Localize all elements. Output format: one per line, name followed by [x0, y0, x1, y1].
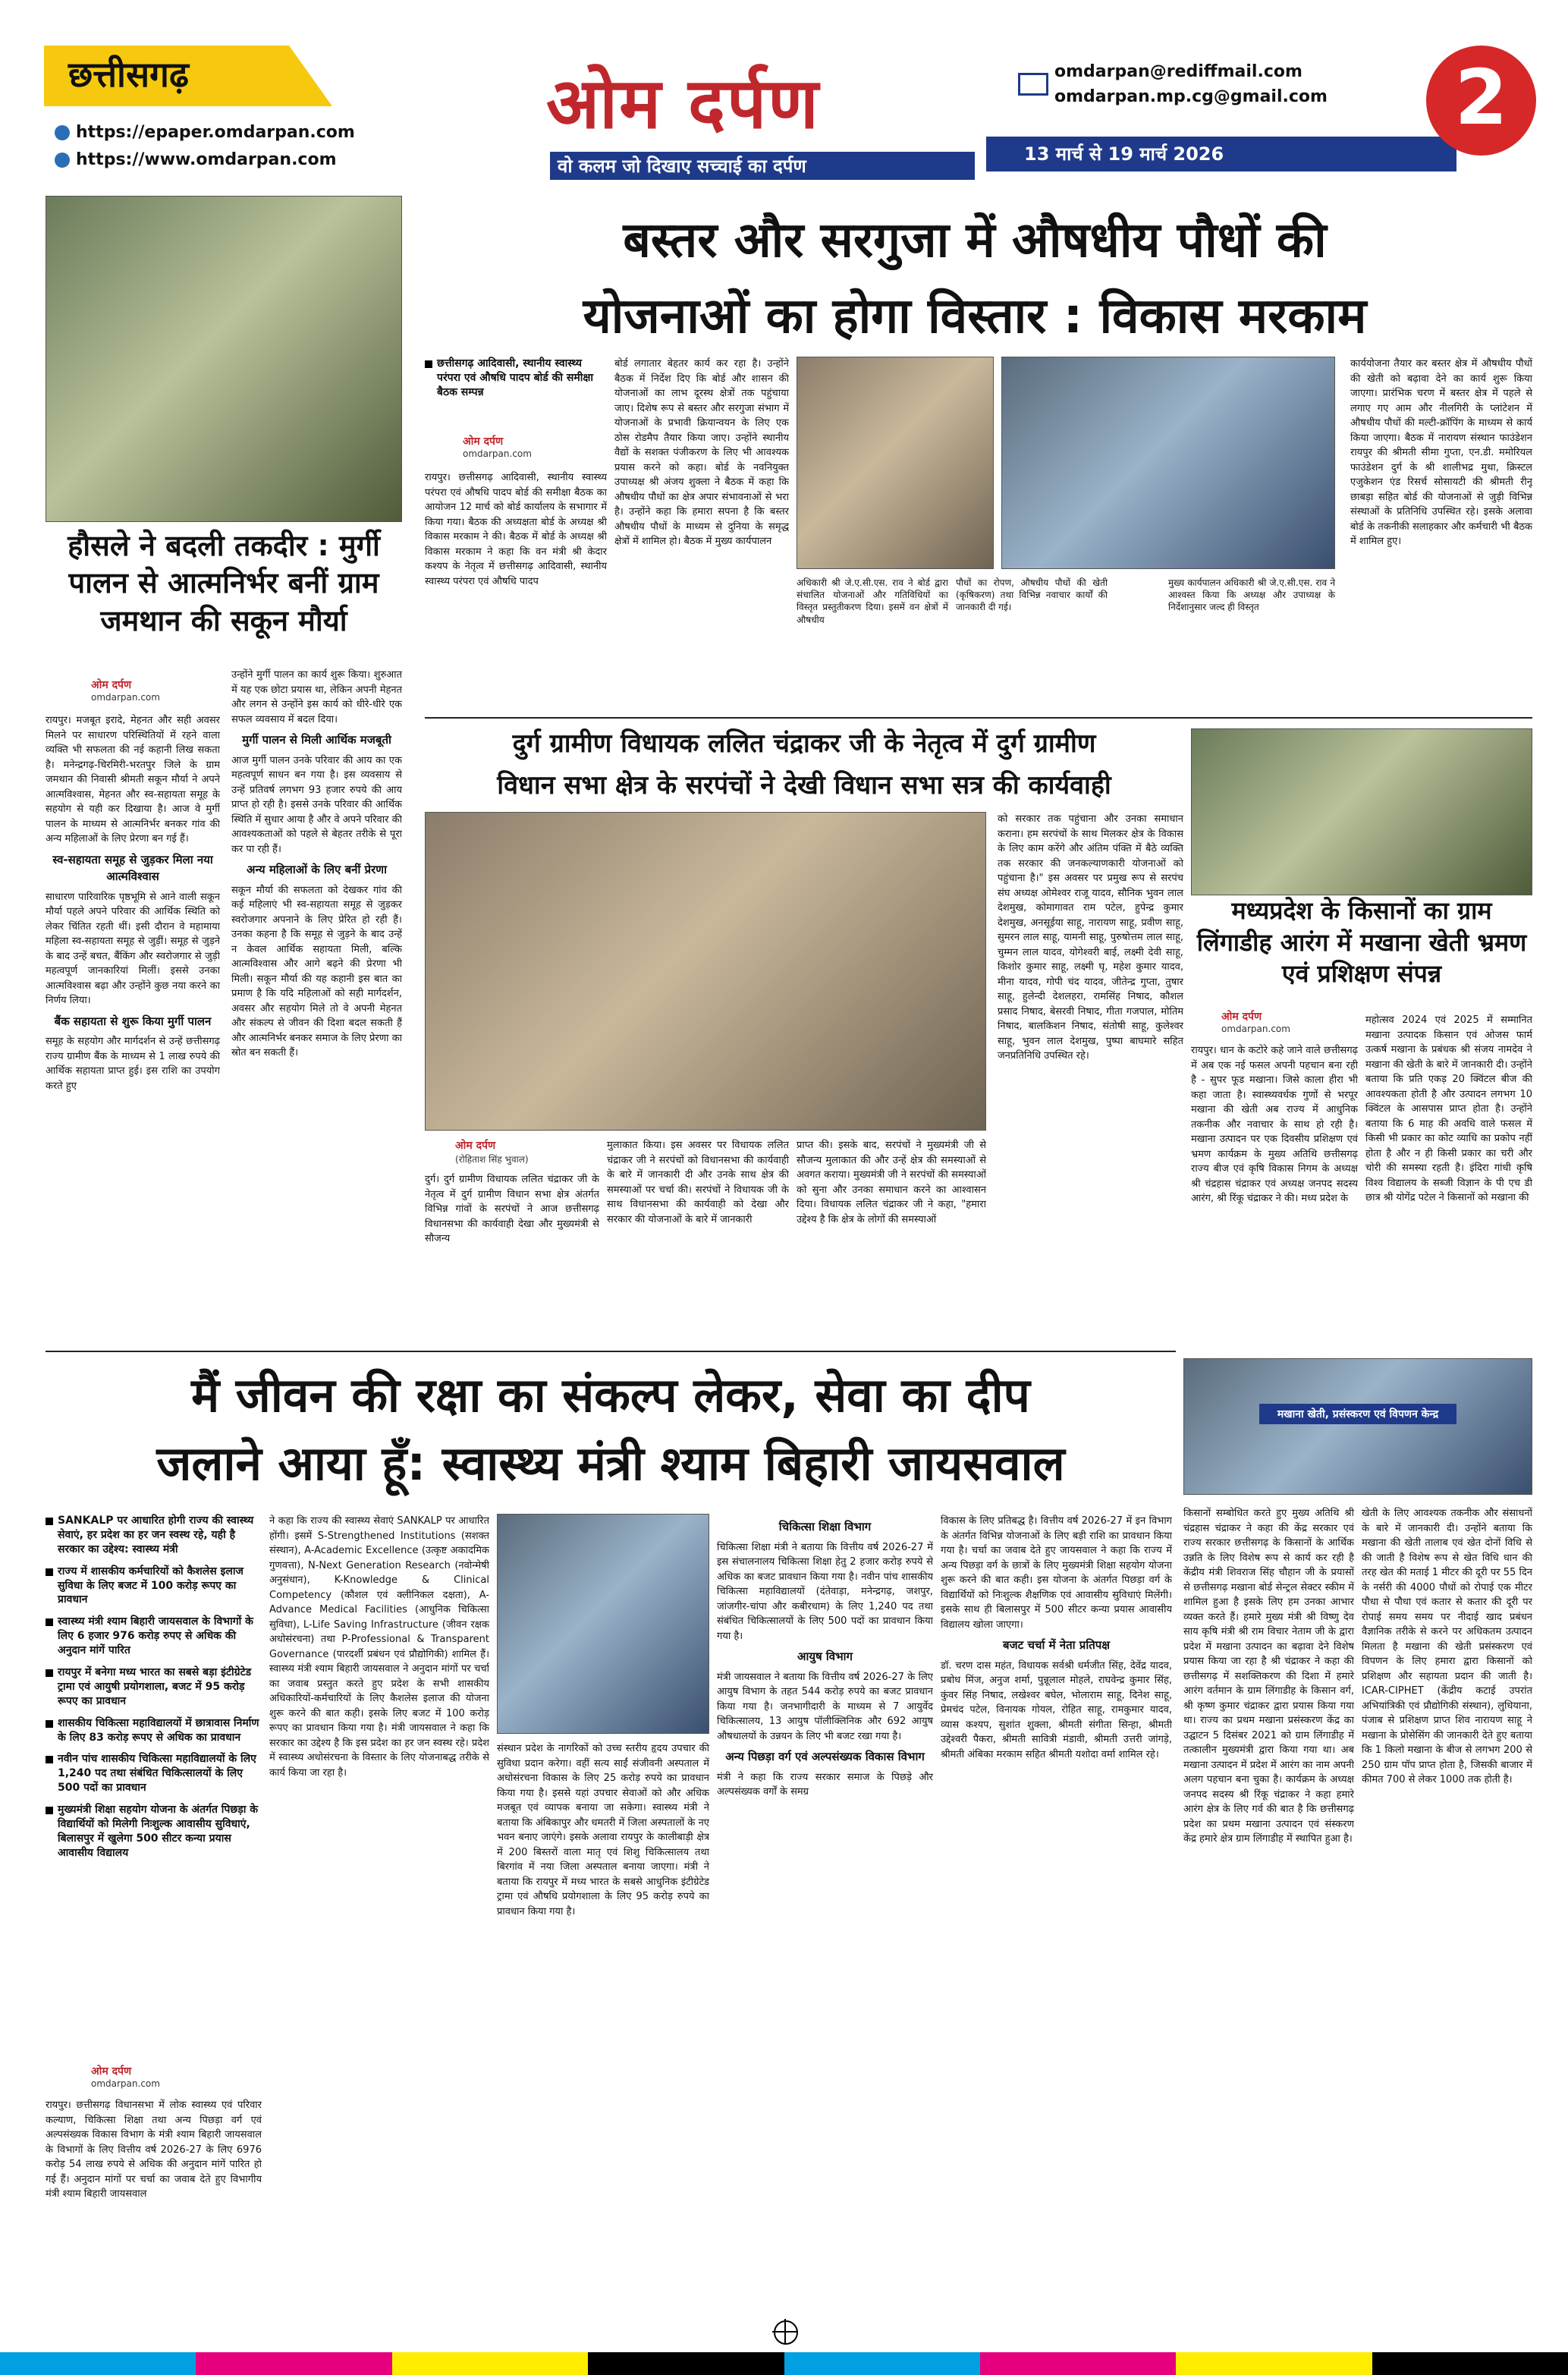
story1-text-1: रायपुर। छत्तीसगढ़ आदिवासी, स्थानीय स्वास्थ्य परंपरा एवं औषधि पादप बोर्ड की समीक्षा बैठक का आयोजन 12 मार्च को बोर्ड कार्यालय के सभागार में किया गया। बैठक की अध्यक्षता बोर्ड के अध्यक्ष श्री विकास मरकाम ने की। बैठक में बोर्ड के अध्यक्ष श्री विकास मरकाम ने कहा कि वन मंत्री श्री केदार कश्यप के नेतृत्व में छत्तीसगढ़ आदिवासी, स्थानीय स्वास्थ्य परंपरा एवं औषधि पादप — [425, 472, 607, 587]
story3-column-2 — [607, 1138, 789, 1343]
story3-text-3: प्राप्त की। इसके बाद, सरपंचों ने मुख्यमंत्री जी से सौजन्य मुलाकात की और उन्हें क्षेत्र की समस्याओं से अवगत कराया। मुख्यमंत्री जी ने सरपंचों की समस्याओं को सुना और उनका समाधान करने का आश्वासन दिया। विधायक ललित चंद्राकर जी ने कहा, "हमारा उद्देश्य है कि क्षेत्र के लोगों की समस्याओं — [797, 1140, 986, 1225]
story3-byline-name: ओम दर्पण — [455, 1140, 496, 1152]
bullet-icon — [46, 1756, 53, 1763]
divider — [425, 717, 1532, 719]
bullet-text: राज्य में शासकीय कर्मचारियों को कैशलेस इलाज सुविधा के लिए बजट में 100 करोड़ रूपए का प्रावधान — [58, 1565, 244, 1606]
story4-text-3: किसानों सम्बोधित करते हुए मुख्य अतिथि श्री चंद्रहास चंद्राकर ने कहा की केंद्र सरकार एवं राज्य सरकार छत्तीसगढ़ के किसानों के आर्थिक उन्नति के लिए विशेष रूप से कार्य कर रही है केंद्रीय मंत्री शिवराज सिंह चौहान जी के प्रयासों से छत्तीसगढ़ मखाना बोर्ड सेन्ट्रल सेक्टर स्कीम में शामिल हुआ है इसके लिए हम उनका आभार व्यक्त करते हैं। हमारे मुख्य मंत्री श्री विष्णु देव साय कृषि मंत्री श्री राम विचार नेताम जी के द्वारा प्रदेश में मखाना उत्पादन का बढ़ावा देने विशेष प्रयास किया जा रहा है श्री चंद्राकर ने कहा की छत्तीसगढ़ में सशक्तिकरण की दिशा में हमारे आरंग वर्तमान के ग्राम लिंगाडीह के किसान वर्ग, श्री कृष्ण कुमार चंद्राकर द्वारा प्रयास किया गया था। राज्य का प्रथम मखाना प्रसंस्करण केंद्र का उद्घाटन 5 दिसंबर 2021 को ग्राम लिंगाडीह में तत्कालीन मुख्यमंत्री द्वारा किया गया था। अब मखाना उत्पादन में प्रदेश में आरंग का नाम अपनी अलग पहचान बना चुका है। कार्यक्रम के अध्यक्ष जनपद सदस्य श्री रिंकू चंद्राकर ने कहा हमारे आरंग क्षेत्र के लिए गर्व की बात है कि छत्तीसगढ़ प्रदेश का प्रथम मखाना उत्पादन एवं संस्करण केंद्र हमारे क्षेत्र ग्राम लिंगाडीह में स्थापित हुआ है। — [1183, 1508, 1354, 1845]
bullet-text: रायपुर में बनेगा मध्य भारत का सबसे बड़ा इंटीग्रेटेड ट्रामा एवं आयुषी प्रयोगशाला, बजट में 95 करोड़ रूपए का प्रावधान — [58, 1666, 252, 1707]
story2-byline-name: ओम दर्पण — [91, 679, 132, 691]
bullet-icon — [46, 1518, 53, 1525]
color-bar — [0, 2352, 1568, 2375]
story1-headline-line1: बस्तर और सरगुजा में औषधीय पौधों की — [623, 212, 1327, 269]
divider — [46, 1351, 1176, 1352]
site-link[interactable] — [55, 150, 337, 169]
bullet-text: मुख्यमंत्री शिक्षा सहयोग योजना के अंतर्गत पिछड़ा के विद्यार्थियों को मिलेगी निःशुल्क आवासीय सुविधाएं, बिलासपुर में खुलेगा 500 सीटर कन्या प्रयास आवासीय विद्यालय — [58, 1804, 258, 1859]
story4-byline — [1221, 1009, 1290, 1034]
story1-column-1 — [425, 470, 607, 721]
color-swatch — [1176, 2352, 1372, 2375]
story1-headline-line2: योजनाओं का होगा विस्तार : विकास मरकाम — [583, 288, 1367, 344]
logo: ओम दर्पण — [546, 63, 820, 144]
story5-byline-sub: omdarpan.com — [91, 2078, 160, 2089]
makhana-banner-photo — [1183, 1358, 1532, 1495]
story2-text-2: उन्होंने मुर्गी पालन का कार्य शुरू किया। शुरुआत में यह एक छोटा प्रयास था, लेकिन अपनी मेहनत और लगन से उन्होंने इस कार्य को धीरे-धीरे एक सफल व्यवसाय में बदल दिया। — [231, 669, 402, 725]
crosshair-icon — [774, 2320, 798, 2345]
story5-byline-name: ओम दर्पण — [91, 2065, 132, 2078]
story5-column-3 — [497, 1741, 709, 2303]
story2-byline-sub: omdarpan.com — [91, 692, 160, 703]
masthead — [0, 0, 1568, 193]
email-primary[interactable]: omdarpan@rediffmail.com — [1054, 62, 1302, 81]
story2-text-2b: आज मुर्गी पालन उनके परिवार की आय का एक महत्वपूर्ण साधन बन गया है। इस व्यवसाय से उन्हें प्रतिवर्ष लगभग 93 हजार रुपये की आय प्राप्त हो रही है। इससे उनके परिवार की आर्थिक स्थिति में सुधार आया है और वे अपने परिवार की आवश्यकताओं को पहले से बेहतर तरीके से पूरा कर पा रही हैं। — [231, 754, 402, 855]
story2-sub-4: अन्य महिलाओं के लिए बनीं प्रेरणा — [247, 863, 387, 876]
story4-text-4: खेती के लिए आवश्यक तकनीक और संसाधनों के बारे में जानकारी दी। उन्होंने बताया कि मखाना की खेती तालाब एवं खेत दोनों विधि से की जाती है विशेष रूप से खेत विधि धान की तरह खेत की मताई 1 मीटर की दूरी पर 55 दिन के नर्सरी की 4000 पौधों को रोपाई एक मीटर पौधा से पौधा एवं कतार से कतार की दूरी पर रोपाई समय समय पर नीदाई खाद प्रबंधन वैज्ञानिक तरीके से करने पर अधिकतम उत्पादन मिलता है मखाना की खेती प्रसंस्करण एवं विपणन के लिए हमारा द्वारा किसानों को प्रशिक्षण और सहायता प्रदान की जाती है। ICAR-CIPHET (केंद्रीय कटाई उपरांत अभियांत्रिकी एवं प्रौद्योगिकी संस्थान), लुधियाना, पंजाब से प्रशिक्षण प्राप्त शिव नारायण साहू ने मखाना के प्रोसेसिंग की जानकारी देते हुए बताया कि 1 किलो मखाना के बीज से लगभग 200 से 250 ग्राम पॉप प्राप्त होता है, जिसकी बाजार में कीमत 700 से लेकर 1000 तक होती है। — [1362, 1508, 1532, 1785]
story2-sub-3: मुर्गी पालन से मिली आर्थिक मजबूती — [242, 733, 391, 747]
story5-text-5: विकास के लिए प्रतिबद्ध है। वित्तीय वर्ष 2026-27 में इन विभाग के अंतर्गत विभिन्न योजनाओं के लिए बड़ी राशि का प्रावधान किया गया है। चर्चा का जवाब देते हुए जायसवाल ने कहा कि राज्य में अन्य पिछड़ा वर्ग के छात्रों के लिए मुख्यमंत्री शिक्षा सहयोग योजना शुरू करने की बात कही। इस योजना के अंतर्गत पिछड़ा वर्ग के विद्यार्थियों को निःशुल्क शैक्षणिक एवं आवासीय सुविधाएं मिलेंगी। इसके साथ ही बिलासपुर में 500 सीटर कन्या प्रयास आवासीय विद्यालय खोला जाएगा। — [941, 1515, 1172, 1631]
story4-column-3 — [1183, 1506, 1354, 2303]
poultry-photo — [46, 196, 402, 522]
bullet-icon — [46, 1807, 53, 1814]
story4-byline-name: ओम दर्पण — [1221, 1011, 1262, 1023]
bullet-item — [46, 1666, 262, 1709]
story5-headline-line1: मैं जीवन की रक्षा का संकल्प लेकर, सेवा का दीप — [191, 1367, 1030, 1423]
story1-text-right: कार्ययोजना तैयार कर बस्तर क्षेत्र में औषधीय पौधों की खेती को बढ़ावा देने का कार्य शुरू किया जाएगा। प्रारंभिक चरण में बस्तर क्षेत्र में पहले से लगाए गए आम और नीलगिरी के प्लांटेशन में औषधीय पौधों की मल्टी-क्रॉपिंग के माध्यम से कार्य किया जाएगा। बैठक में नारायण संस्थान फाउंडेशन रायपुर की श्रीमती सीमा गुप्ता, एन.डी. ममोरियल फाउंडेशन दुर्ग के श्री शालीभद्र मुथा, क्रिस्टल एजुकेशन एंड रिसर्च सोसायटी की श्रीमती रीनू छाबड़ा सहित बोर्ड की योजनाओं से जुड़ी विभिन्न संस्थाओं के प्रतिनिधि उपस्थित रहे। इसके अलावा बोर्ड के तकनीकी सलाहकार और कर्मचारी भी बैठक में शामिल हुए। — [1350, 358, 1532, 547]
story4-column-1 — [1191, 1043, 1358, 1343]
story3-text-1: दुर्ग। दुर्ग ग्रामीण विधायक ललित चंद्राकर जी के नेतृत्व में दुर्ग ग्रामीण विधान सभा क्षेत्र अंतर्गत विभिन्न गांवों के सरपंचों ने आज छत्तीसगढ़ विधानसभा की कार्यवाही देखा और मुख्यमंत्री से सौजन्य — [425, 1174, 599, 1244]
story5-bullets — [46, 1514, 262, 1868]
bullet-item — [46, 1615, 262, 1658]
story1-highlight-text: छत्तीसगढ़ आदिवासी, स्थानीय स्वास्थ्य परंपरा एवं औषधि पादप बोर्ड की समीक्षा बैठक सम्पन्न — [437, 357, 593, 398]
meeting-photo-1 — [797, 357, 994, 569]
story5-text-4c: मंत्री ने कहा कि राज्य सरकार समाज के पिछड़े और अल्पसंख्यक वर्गों के समग्र — [717, 1771, 933, 1798]
story4-column-4 — [1362, 1506, 1532, 2303]
story5-text-5b: डॉ. चरण दास महंत, विधायक सर्वश्री धर्मजीत सिंह, देवेंद्र यादव, प्रबोध मिंज, अनुज शर्मा, पुन्नूलाल मोहले, राघवेन्द्र कुमार सिंह, कुंवर सिंह निषाद, लखेश्वर बघेल, भोलाराम साहू, दिनेश साहू, प्रेमचंद पटेल, विनायक गोयल, रोहित साहू, रामकुमार यादव, व्यास कश्यप, सुशांत शुक्ला, श्रीमती संगीता सिन्हा, श्रीमती उद्देश्वरी पैकरा, श्रीमती सावित्री मंडावी, श्रीमती उत्तरी जांगड़े, श्रीमती अंबिका मरकाम सहित श्रीमती यशोदा वर्मा शामिल रहे। — [941, 1659, 1172, 1760]
story3-column-3 — [797, 1138, 986, 1343]
story1-photo-caption-2: पौधों का रोपण, औषधीय पौधों की खेती (कृषिकरण) तथा विभिन्न नवाचार कार्यों की जानकारी दी गई। — [956, 577, 1108, 613]
story3-headline-line1: दुर्ग ग्रामीण विधायक ललित चंद्राकर जी के नेतृत्व में दुर्ग ग्रामीण — [512, 728, 1096, 759]
section-ayush: आयुष विभाग — [797, 1650, 853, 1663]
story3-byline-sub: (रोहिताश सिंह भुवाल) — [455, 1154, 529, 1165]
region-label: छत्तीसगढ़ — [68, 54, 189, 95]
story4-headline: मध्यप्रदेश के किसानों का ग्राम लिंगाडीह आरंग में मखाना खेती भ्रमण एवं प्रशिक्षण संपन्न — [1196, 896, 1527, 989]
story5-headline-line2: जलाने आया हूँ: स्वास्थ्य मंत्री श्याम बिहारी जायसवाल — [156, 1436, 1065, 1491]
bullet-item — [46, 1514, 262, 1557]
bullet-item — [46, 1803, 262, 1861]
story3-text-2: मुलाकात किया। इस अवसर पर विधायक ललित चंद्राकर जी ने सरपंचों को विधानसभा की कार्यवाही के बारे में जानकारी दी और उनके साथ क्षेत्र की समस्याओं पर चर्चा की। सरपंचों ने विधायक जी के साथ विधानसभा की कार्यवाही को देखा और सरकार की योजनाओं के बारे में जानकारी — [607, 1140, 789, 1225]
story1-photo-caption-1: अधिकारी श्री जे.ए.सी.एस. राव ने बोर्ड द्वारा संचालित योजनाओं और गतिविधियों का विस्तृत प्रस्तुतीकरण दिया। इसमें वन क्षेत्रों में औषधीय — [797, 577, 948, 625]
story1-column-2 — [614, 357, 789, 721]
email-secondary[interactable]: omdarpan.mp.cg@gmail.com — [1054, 87, 1328, 106]
email-block — [1024, 62, 1328, 106]
meeting-photo-2 — [1001, 357, 1335, 569]
section-opposition-leader: बजट चर्चा में नेता प्रतिपक्ष — [1002, 1638, 1111, 1652]
story1-byline-sub: omdarpan.com — [463, 448, 532, 459]
section-medical-education: चिकित्सा शिक्षा विभाग — [778, 1520, 872, 1534]
story5-byline — [91, 2064, 160, 2089]
story2-byline — [91, 678, 243, 703]
story5-column-4 — [717, 1514, 933, 2303]
bullet-text: शासकीय चिकित्सा महाविद्यालयों में छात्रावास निर्माण के लिए 83 करोड़ रूपए से अधिक का प्रावधान — [58, 1716, 259, 1744]
story2-text-1b: साधारण पारिवारिक पृष्ठभूमि से आने वाली सकून मौर्या पहले अपने परिवार की आर्थिक स्थिति को लेकर चिंतित रहती थीं। इसी दौरान वे महामाया महिला स्व-सहायता समूह से जुड़ीं। समूह से जुड़ने के बाद उन्हें बचत, बैंकिंग और स्वरोजगार से जुड़ी महत्वपूर्ण जानकारियां मिलीं। इससे उनका आत्मविश्वास बढ़ा और उन्होंने कुछ नया करने का निर्णय लिया। — [46, 891, 220, 1006]
mail-icon — [1018, 73, 1048, 96]
bullet-icon — [46, 1720, 53, 1728]
story1-highlight — [425, 357, 607, 400]
story3-column-1 — [425, 1172, 599, 1343]
registration-mark — [774, 2320, 798, 2345]
makhana-banner-text: मखाना खेती, प्रसंस्करण एवं विपणन केन्द्र — [1259, 1404, 1456, 1424]
story2-sub-2: बैंक सहायता से शुरू किया मुर्गी पालन — [54, 1014, 212, 1028]
story5-column-1 — [46, 2098, 262, 2303]
story5-text-3: संस्थान प्रदेश के नागरिकों को उच्च स्तरीय हृदय उपचार की सुविधा प्रदान करेगा। वहीं सत्य साईं संजीवनी अस्पताल में अधोसंरचना विकास के लिए 25 करोड़ रुपये का प्रावधान किया गया है। इससे यहां उपचार सेवाओं को और अधिक मजबूत एवं व्यापक बनाया जा सकेगा। स्वास्थ्य मंत्री ने बताया कि अंबिकापुर और धमतरी में जिला अस्पतालों के नए भवन बनाए जाएंगे। इसके अलावा रायपुर के कालीबाड़ी क्षेत्र में 200 बिस्तरों वाला मातृ एवं शिशु चिकित्सालय तथा बिरगांव में नया जिला अस्पताल बनाया जाएगा। मंत्री ने बताया कि रायपुर में मध्य भारत के सबसे आधुनिक इंटीग्रेटेड ट्रामा एवं औषधि प्रयोगशाला के लिए 95 करोड़ रुपये का प्रावधान किया गया है। — [497, 1743, 709, 1917]
story3-column-4 — [998, 812, 1183, 1343]
color-swatch — [980, 2352, 1176, 2375]
story5-text-4b: मंत्री जायसवाल ने बताया कि वित्तीय वर्ष 2026-27 के लिए आयुष विभाग के तहत 544 करोड़ रुपये का बजट प्रावधान किया गया है। जनभागीदारी के माध्यम से 7 आयुर्वेद चिकित्सालय, 13 आयुष पॉलीक्लिनिक और 692 आयुष औषधालयों के उन्नयन के लिए भी बजट रखा गया है। — [717, 1671, 933, 1742]
story4-byline-sub: omdarpan.com — [1221, 1024, 1290, 1034]
story5-column-5 — [941, 1514, 1172, 2303]
section-obc-minority: अन्य पिछड़ा वर्ग एवं अल्पसंख्यक विकास विभाग — [725, 1750, 925, 1763]
makhana-farm-photo — [1191, 728, 1532, 895]
color-swatch — [784, 2352, 980, 2375]
story3-text-4: को सरकार तक पहुंचाना और उनका समाधान कराना। हम सरपंचों के साथ मिलकर क्षेत्र के विकास के लिए काम करेंगे और अंतिम पंक्ति में बैठे व्यक्ति तक सरकार की जनकल्याणकारी योजनाओं को पहुंचाना है।" इस अवसर पर प्रमुख रूप से सरपंच संघ अध्यक्ष ओमेश्वर राजू यादव, सौनिक भुवन लाल देशमुख, कोमागावत राम पटेल, हुपेन्द्र कुमार देशमुख, अनसूईया साहू, नारायण साहू, प्रवीण साहू, सुमरन लाल साहू, यामनी साहू, पुरुषोत्तम लाल साहू, चुम्मन लाल यादव, योगेश्वरी बाई, लक्ष्मी देवी साहू, किशोर कुमार साहू, लक्ष्मी घृ, महेश कुमार यादव, मीना यादव, गोपी चंद यादव, जीतेन्द्र गुप्ता, तुषार साहू, हुलेन्दी देशलहरा, रामसिंह निषाद, कौशल प्रसाद निषाद, बेसरवी निषाद, गीता गजपाल, मोतिम निषाद, बालकिशन निषाद, संतोषी साहू, कुलेश्वर साहू, भुवन लाल देशमुख, पुष्पा बाघमारे सहित जनप्रतिनिधि उपस्थित रहे। — [998, 813, 1183, 1062]
bullet-icon — [46, 1568, 53, 1576]
color-swatch — [0, 2352, 196, 2375]
color-swatch — [392, 2352, 588, 2375]
epaper-url: https://epaper.omdarpan.com — [76, 123, 355, 142]
page-number: 2 — [1454, 53, 1508, 142]
bullet-item — [46, 1565, 262, 1608]
story5-text-4: चिकित्सा शिक्षा मंत्री ने बताया कि वित्तीय वर्ष 2026-27 में इस संचालनालय चिकित्सा शिक्षा हेतु 2 हजार करोड़ रुपये से अधिक का बजट प्रावधान किया गया है। नवीन पांच शासकीय चिकित्सा महाविद्यालयों (दंतेवाड़ा, मनेन्द्रगढ़, जशपुर, जांजगीर-चांपा और कबीरधाम) के लिए 1,240 पद तथा संबंधित चिकित्सालयों के लिए 500 पदों का प्रावधान किया गया है। — [717, 1541, 933, 1642]
date-range: 13 मार्च से 19 मार्च 2026 — [1024, 143, 1224, 165]
story2-sub-1: स्व-सहायता समूह से जुड़कर मिला नया आत्मविश्वास — [52, 852, 213, 883]
story1-byline-name: ओम दर्पण — [463, 436, 504, 448]
story2-text-1c: समूह के सहयोग और मार्गदर्शन से उन्हें छत्तीसगढ़ राज्य ग्रामीण बैंक के माध्यम से 1 लाख रुपये की आर्थिक सहायता प्राप्त हुई। इस राशि का उपयोग करते हुए — [46, 1036, 220, 1092]
story1-byline — [463, 434, 532, 459]
bullet-text: स्वास्थ्य मंत्री श्याम बिहारी जायसवाल के विभागों के लिए 6 हजार 976 करोड़ रुपए से अधिक की अनुदान मांगें पारित — [58, 1615, 253, 1657]
minister-portrait — [497, 1514, 709, 1734]
color-swatch — [588, 2352, 784, 2375]
bullet-icon — [425, 360, 432, 368]
story1-photo-caption-3: मुख्य कार्यपालन अधिकारी श्री जे.ए.सी.एस. राव ने आश्वस्त किया कि अध्यक्ष और उपाध्यक्ष के निर्देशानुसार जल्द ही विस्तृत — [1168, 577, 1335, 613]
story2-text-1: रायपुर। मजबूत इरादे, मेहनत और सही अवसर मिलने पर साधारण परिस्थितियों में रहने वाला व्यक्ति भी सफलता की नई कहानी लिख सकता है। मनेन्द्रगढ़-चिरमिरी-भरतपुर जिले के ग्राम जमथान की निवासी श्रीमती सकून मौर्या ने अपने आत्मविश्वास, मेहनत और स्व-सहायता समूह के सहयोग से यही कर दिखाया है। आज वे मुर्गी पालन के माध्यम से आत्मनिर्भर बनकर गांव की अन्य महिलाओं के लिए प्रेरणा बन गई हैं। — [46, 715, 220, 845]
color-swatch — [1372, 2352, 1568, 2375]
bullet-icon — [46, 1618, 53, 1626]
bullet-icon — [46, 1669, 53, 1677]
bullet-text: SANKALP पर आधारित होगी राज्य की स्वास्थ्य सेवाएं, हर प्रदेश का हर जन स्वस्थ रहे, यही है सरकार का उद्देश्य: स्वास्थ्य मंत्री — [58, 1515, 254, 1556]
story2-headline: हौसले ने बदली तकदीर : मुर्गी पालन से आत्मनिर्भर बनीं ग्राम जमथान की सकून मौर्या — [68, 529, 380, 637]
site-url: https://www.omdarpan.com — [76, 150, 337, 169]
globe-icon — [55, 153, 70, 168]
bullet-item — [46, 1752, 262, 1795]
globe-icon — [55, 125, 70, 140]
story1-text-2: बोर्ड लगातार बेहतर कार्य कर रहा है। उन्होंने बैठक में निर्देश दिए कि बोर्ड और शासन की योजनाओं का लाभ दूरस्थ क्षेत्रों तक पहुंचाया जाए। दिशेष रूप से बस्तर और सरगुजा संभाग में योजनाओं के प्रभावी क्रियान्वयन के लिए एक ठोस रोडमैप तैयार किया जाए। उन्होंने स्थानीय वैद्यों के सशक्त पंजीकरण के लिए भी आवश्यक प्रयास करने को कहा। बोर्ड के नवनियुक्त उपाध्यक्ष श्री अंजय शुक्ला ने बैठक में कहा कि औषधीय पौधों का क्षेत्र अपार संभावनाओं से भरा है। उन्होंने कहा कि हमारा सपना है कि बस्तर औषधीय पौधों के माध्यम से दुनिया के समृद्ध क्षेत्रों में शामिल हो। बैठक में मुख्य कार्यपालन — [614, 358, 789, 547]
story5-text-2: ने कहा कि राज्य की स्वास्थ्य सेवाएं SANKALP पर आधारित होंगी। इसमें S-Strengthened Institutions (सशक्त संस्थान), A-Academic Excellence (उत्कृष्ट अकादमिक गुणवत्ता), N-Next Generation Research (नवोन्मेषी अनुसंधान), K-Knowledge & Clinical Competency (कौशल एवं क्लीनिकल दक्षता), A-Advance Medical Facilities (आधुनिक चिकित्सा सुविधा), L-Life Saving Infrastructure (जीवन रक्षक अधोसंरचना) तथा P-Professional & Transparent Governance (पारदर्शी प्रबंधन एवं प्रौद्योगिकी) शामिल हैं। स्वास्थ्य मंत्री श्याम बिहारी जायसवाल ने अनुदान मांगों पर चर्चा का जवाब प्रस्तुत करते हुए प्रदेश के सभी शासकीय अधिकारियों-कर्मचारियों के लिए कैशलेस इलाज की योजना शुरू करने की बात कही। इसके लिए बजट में 100 करोड़ रूपए का प्रावधान किया गया है। मंत्री जायसवाल ने कहा कि सरकार का उद्देश्य है कि इस प्रदेश का हर जन स्वस्थ रहे। प्रदेश में स्वास्थ्य अधोसंरचना के विस्तार के लिए योजनाबद्ध तरीके से कार्य किया जा रहा है। — [269, 1515, 489, 1779]
story4-column-2 — [1365, 1013, 1532, 1343]
story4-text-2: महोत्सव 2024 एवं 2025 में सम्मानित मखाना उत्पादक किसान एवं ओजस फार्म उत्कर्ष मखाना के प्रबंधक श्री संजय नामदेव ने मखाना की खेती के बारे में जानकारी दी। उन्होंने बताया कि प्रति एकड़ 20 क्विंटल बीज की आवश्यकता होती है और उत्पादन लगभग 10 क्विंटल के आसपास प्राप्त होता है। उन्होंने बताया कि 6 माह की अवधि वाले फसल में किसी भी प्रकार का कोट व्याधि का प्रकोप नहीं होता है और न ही किसी प्रकार का चरी और चोरी की समस्या रहती है। इंदिरा गांधी कृषि विश्व विद्यालय के सब्जी विज्ञान के पी एच डी छात्र श्री योगेंद्र पटेल ने किसानों को मखाना की — [1365, 1014, 1532, 1203]
story5-text-1: रायपुर। छत्तीसगढ़ विधानसभा में लोक स्वास्थ्य एवं परिवार कल्याण, चिकित्सा शिक्षा तथा अन्य पिछड़ा वर्ग एवं अल्पसंख्यक विकास विभाग के मंत्री श्याम बिहारी जायसवाल के विभागों के लिए वित्तीय वर्ष 2026-27 के लिए 6976 करोड़ 54 लाख रुपये से अधिक की अनुदान मांगें पारित हो गई हैं। अनुदान मांगों पर चर्चा का जवाब देते हुए विभागीय मंत्री श्याम बिहारी जायसवाल — [46, 2100, 262, 2200]
story5-column-2 — [269, 1514, 489, 2303]
story1-column-right — [1350, 357, 1532, 721]
sarpanch-group-photo — [425, 812, 986, 1131]
bullet-text: नवीन पांच शासकीय चिकित्सा महाविद्यालयों के लिए 1,240 पद तथा संबंधित चिकित्सालयों के लिए 500 पदों का प्रावधान — [58, 1753, 256, 1795]
color-swatch — [196, 2352, 391, 2375]
story2-text-2c: सकून मौर्या की सफलता को देखकर गांव की कई महिलाएं भी स्व-सहायता समूह से जुड़कर स्वरोजगार अपनाने के लिए प्रेरित हो रही हैं। उनका कहना है कि समूह से जुड़ने के बाद उन्हें न केवल आर्थिक सहायता मिली, बल्कि आत्मविश्वास और आगे बढ़ने की प्रेरणा भी मिली। सकून मौर्या की यह कहानी इस बात का प्रमाण है कि यदि महिलाओं को सही मार्गदर्शन, अवसर और सहयोग मिले तो वे अपनी मेहनत और संकल्प से जीवन की दिशा बदल सकती हैं और आत्मनिर्भर बनकर समाज के लिए प्रेरणा का स्रोत बन सकती हैं। — [231, 884, 402, 1059]
story3-byline — [455, 1138, 529, 1165]
bullet-item — [46, 1716, 262, 1745]
story4-text-1: रायपुर। धान के कटोरे कहे जाने वाले छत्तीसगढ़ में अब एक नई फसल अपनी पहचान बना रही है - सुपर फूड मखाना। जिसे काला हीरा भी कहा जाता है। स्वास्थ्यवर्धक गुणों से भरपूर मखाना की खेती अब राज्य में आधुनिक तकनीक और नवाचार के साथ हो रही है। मखाना उत्पादन पर एक दिवसीय प्रशिक्षण एवं भ्रमण कार्यक्रम के मुख्य अतिथि छत्तीसगढ़ राज्य बीज एवं कृषि विकास निगम के अध्यक्ष श्री चंद्रहास चंद्राकर एवं अध्यक्ष जनपद सदस्य आरंग, श्री रिंकू चंद्राकर ने की। मध्य प्रदेश के — [1191, 1045, 1358, 1204]
tagline: वो कलम जो दिखाए सच्चाई का दर्पण — [550, 152, 975, 180]
story3-headline-line2: विधान सभा क्षेत्र के सरपंचों ने देखी विधान सभा सत्र की कार्यवाही — [497, 770, 1111, 801]
epaper-link[interactable] — [55, 123, 355, 142]
